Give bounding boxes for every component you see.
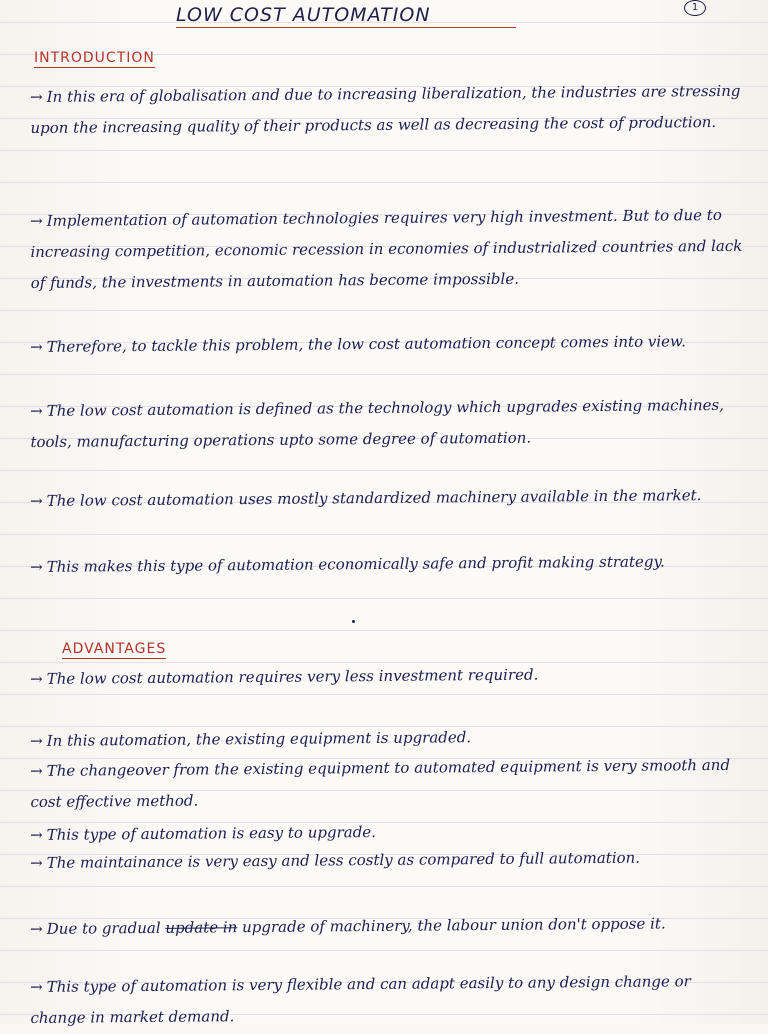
advantage-point-text: In this automation, the existing equipment is upgraded.: [46, 728, 472, 750]
advantages-heading: ADVANTAGES: [62, 641, 167, 657]
arrow-bullet-icon: →: [30, 401, 43, 420]
arrow-bullet-icon: →: [30, 731, 43, 750]
arrow-bullet-icon: →: [30, 977, 43, 996]
introduction-heading: INTRODUCTION: [34, 50, 155, 66]
intro-point-text: In this era of globalisation and due to increasing liberalization, the industries are stressing upon the increasing quality of their products as well as decreasing the cost of production.: [30, 81, 741, 137]
arrow-bullet-icon: →: [30, 919, 43, 938]
intro-point: [30, 546, 750, 583]
arrow-bullet-icon: →: [30, 337, 43, 356]
arrow-bullet-icon: →: [30, 87, 43, 106]
intro-point: [30, 390, 751, 458]
advantage-point-text: This type of automation is easy to upgrade.: [46, 822, 376, 844]
ruled-line: [0, 598, 768, 599]
intro-point-text: Implementation of automation technologies requires very high investment. But to due to increasing competition, economic recession in economies of industrialized countries and lack of funds, the investments in automation has become impossible.: [30, 205, 743, 292]
struck-out-text: update in: [165, 918, 238, 937]
intro-point-text: This makes this type of automation economically safe and profit making strategy.: [46, 552, 665, 576]
labour-point-text: Due to gradual: [46, 918, 166, 938]
ruled-line: [0, 886, 768, 887]
intro-point-text: The low cost automation uses mostly standardized machinery available in the market.: [46, 486, 702, 510]
page-title: LOW COST AUTOMATION: [176, 4, 516, 28]
intro-point: [30, 76, 751, 144]
advantage-point-text: The maintainance is very easy and less costly as compared to full automation.: [46, 848, 641, 872]
advantage-point-text: The changeover from the existing equipment to automated equipment is very smooth and cost effective method.: [30, 755, 731, 811]
advantage-point-text: This type of automation is very flexible and can adapt easily to any design change or change in market demand.: [30, 972, 691, 1027]
intro-point: [30, 200, 751, 299]
ruled-line: [0, 950, 768, 951]
arrow-bullet-icon: →: [30, 761, 43, 780]
ruled-line: [0, 470, 768, 471]
advantage-point: [30, 750, 751, 818]
intro-point-text: Therefore, to tackle this problem, the low cost automation concept comes into view.: [46, 332, 686, 356]
ruled-line: [0, 310, 768, 311]
intro-point: [30, 326, 750, 363]
arrow-bullet-icon: →: [30, 669, 43, 688]
labour-point-text: upgrade of machinery, the labour union don't oppose it.: [237, 914, 666, 937]
ruled-line: [0, 150, 768, 151]
arrow-bullet-icon: →: [30, 491, 43, 510]
intro-point: [30, 480, 750, 517]
advantage-point: [30, 658, 750, 695]
ruled-line: [0, 182, 768, 183]
intro-point-text: The low cost automation is defined as the technology which upgrades existing machines, tools, manufacturing operations upto some degree of automation.: [30, 395, 725, 451]
advantage-point-text: The low cost automation requires very less investment required.: [46, 665, 539, 688]
arrow-bullet-icon: →: [30, 557, 43, 576]
arrow-bullet-icon: →: [30, 211, 43, 230]
ruled-line: [0, 534, 768, 535]
advantage-point: [30, 908, 750, 945]
page-number: 1: [684, 0, 706, 16]
arrow-bullet-icon: →: [30, 853, 43, 872]
advantage-point: [30, 842, 750, 879]
arrow-bullet-icon: →: [30, 825, 43, 844]
ink-dot: [352, 620, 355, 623]
ruled-line: [0, 374, 768, 375]
ruled-line: [0, 630, 768, 631]
